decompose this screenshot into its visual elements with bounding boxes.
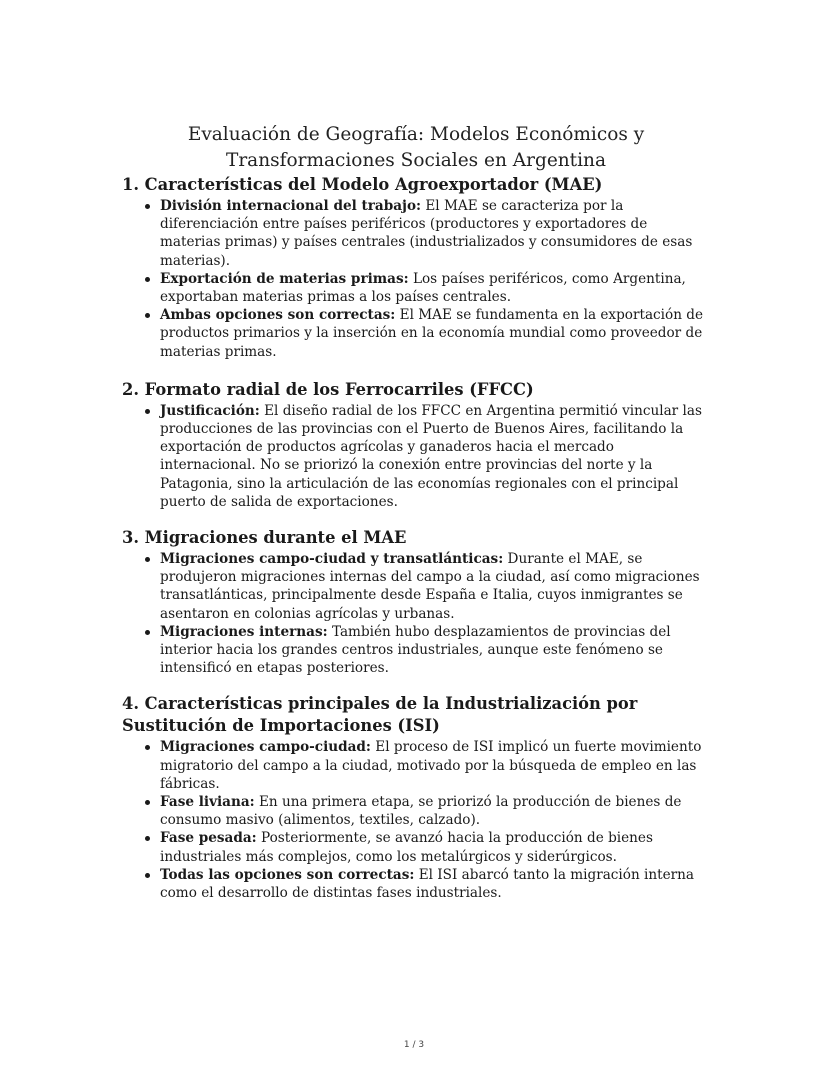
bullet-list — [122, 197, 710, 361]
list-item — [160, 306, 710, 361]
list-item — [160, 402, 710, 511]
item-text: Posteriormente, se avanzó hacia la producción de bienes industriales más complejos, como los metalúrgicos y siderúrgicos. — [160, 830, 653, 865]
list-item — [160, 197, 710, 270]
section-heading: 2. Formato radial de los Ferrocarriles (FFCC) — [122, 379, 534, 399]
document-page — [122, 122, 710, 902]
item-text: En una primera etapa, se priorizó la producción de bienes de consumo masivo (alimentos, textiles, calzado). — [160, 794, 682, 829]
item-text: También hubo desplazamientos de provincias del interior hacia los grandes centros industriales, aunque este fenómeno se intensificó en etapas posteriores. — [160, 623, 671, 677]
item-text: El MAE se caracteriza por la diferenciación entre países periféricos (productores y exportadores de materias primas) y países centrales (industrializados y consumidores de esas materias). — [160, 198, 693, 269]
bullet-list — [122, 402, 710, 511]
item-label: Fase liviana: — [160, 794, 255, 811]
document-title: Evaluación de Geografía: Modelos Económicos y Transformaciones Sociales en Argentina — [187, 124, 645, 171]
bullet-list — [122, 738, 710, 902]
item-text: Los países periféricos, como Argentina, exportaban materias primas a los países centrales. — [160, 270, 686, 306]
list-item — [160, 866, 710, 902]
item-label: Todas las opciones son correctas: — [160, 866, 415, 883]
section-ffcc — [122, 379, 710, 511]
page-number: 1 / 3 — [403, 1040, 425, 1050]
item-label: Fase pesada: — [160, 830, 257, 847]
item-text: El ISI abarcó tanto la migración interna como el desarrollo de distintas fases industriales. — [160, 866, 694, 902]
item-text: El MAE se fundamenta en la exportación de productos primarios y la inserción en la economía mundial como proveedor de materias primas. — [160, 307, 704, 360]
section-heading: 4. Características principales de la Industrialización por Sustitución de Importaciones (ISI) — [122, 694, 638, 736]
item-label: Migraciones internas: — [160, 623, 328, 640]
section-heading: 3. Migraciones durante el MAE — [122, 528, 407, 548]
list-item — [160, 793, 710, 829]
item-text: Durante el MAE, se produjeron migraciones internas del campo a la ciudad, así como migraciones transatlánticas, principalmente desde España e Italia, cuyos inmigrantes se asentaron en colonias agrícolas y urbanas. — [160, 551, 700, 622]
list-item — [160, 738, 710, 793]
section-heading: 1. Características del Modelo Agroexportador (MAE) — [122, 175, 603, 194]
section-migraciones — [122, 527, 710, 677]
item-label: Migraciones campo-ciudad y transatlánticas: — [160, 551, 504, 568]
list-item — [160, 623, 710, 678]
item-text: El diseño radial de los FFCC en Argentina permitió vincular las producciones de las provincias con el Puerto de Buenos Aires, facilitando la exportación de productos agrícolas y ganaderos hacia el mercado internacional. No se priorizó la conexión entre provincias del norte y la Patagonia, sino la articulación de las economías regionales con el principal puerto de salida de exportaciones. — [160, 402, 702, 510]
item-label: Ambas opciones son correctas: — [160, 307, 396, 324]
list-item — [160, 270, 710, 306]
item-text: El proceso de ISI implicó un fuerte movimiento migratorio del campo a la ciudad, motivado por la búsqueda de empleo en las fábricas. — [160, 739, 702, 792]
list-item — [160, 550, 710, 623]
item-label: División internacional del trabajo: — [160, 198, 422, 214]
section-mae — [122, 174, 710, 361]
list-item — [160, 829, 710, 865]
item-label: Migraciones campo-ciudad: — [160, 739, 371, 756]
item-label: Justificación: — [160, 402, 260, 419]
section-isi — [122, 693, 710, 902]
bullet-list — [122, 550, 710, 677]
item-label: Exportación de materias primas: — [160, 270, 409, 287]
